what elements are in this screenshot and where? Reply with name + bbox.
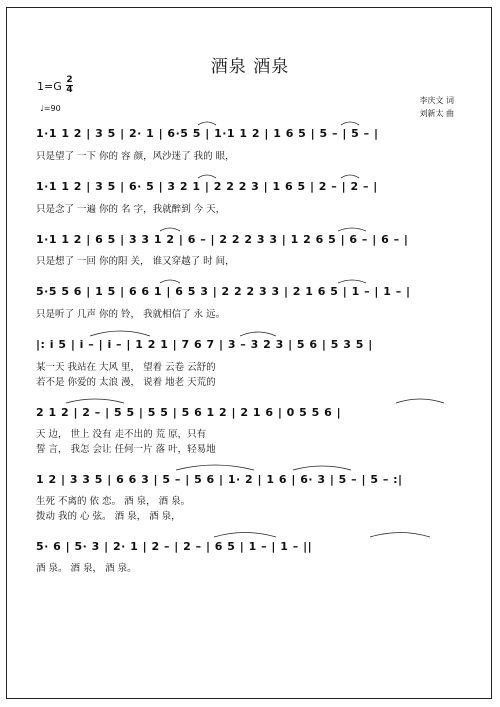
lyrics-row-verse2: 拨动 我的 心 弦。 酒 泉， 酒 泉， [36, 511, 181, 522]
notation-row: 1·1 1 2 | 3 5 | 2· 1 | 6·5 5 | 1·1 1 2 | 1 6 5 | 5 – | 5 – | [36, 127, 379, 140]
meter-top: 2 [66, 75, 73, 85]
key-signature: 1=G [37, 80, 62, 93]
meter-bottom: 4 [66, 85, 73, 95]
lyrics-row-verse2: 誓 言， 我怎 会让 任何一片 落 叶，轻易地 [36, 444, 216, 455]
lyrics-row: 某一天 我站在 大风 里， 望着 云卷 云舒的 [36, 362, 216, 373]
notation-row: 1·1 1 2 | 3 5 | 6· 5 | 3 2 1 | 2 2 2 3 | 1 6 5 | 2 – | 2 – | [36, 180, 378, 193]
notation-row: 5· 6 | 5· 3 | 2· 1 | 2 – | 2 – | 6 5 | 1 – | 1 – || [36, 540, 313, 553]
notation-row: 1 2 | 3 3 5 | 6 6 3 | 5 – | 5 6 | 1· 2 | 1 6 | 6· 3 | 5 – | 5 – :| [36, 473, 403, 486]
lyrics-row: 酒 泉。 酒 泉， 酒 泉。 [36, 563, 137, 574]
lyrics-row: 生死 不离的 依 恋。 酒 泉， 酒 泉。 [36, 496, 191, 507]
notation-row: 5·5 5 6 | 1 5 | 6 6 1 | 6 5 3 | 2 2 2 3 3 | 2 1 6 5 | 1 – | 1 – | [36, 285, 411, 298]
composer-credit: 刘新太 曲 [419, 109, 454, 118]
lyricist-credit: 李庆文 词 [419, 96, 454, 105]
lyrics-row: 只是想了 一回 你的阳 关， 谁又穿越了 时 间， [36, 256, 235, 267]
notation-row: 2 1 2 | 2 – | 5 5 | 5 5 | 5 6 1 2 | 2 1 6 | 0 5 5 6 | [36, 406, 342, 419]
tempo-marking: ♩=90 [40, 104, 61, 113]
song-title: 酒泉 酒泉 [210, 57, 290, 77]
notation-row: |: i 5 | i – | i – | 1 2 1 | 7 6 7 | 3 – 3 2 3 | 5 6 | 5 3 5 | [36, 338, 373, 351]
lyrics-row: 天 边， 世上 没有 走不出的 荒 原，只有 [36, 429, 207, 440]
lyrics-row: 只是望了 一下 你的 容 颜，风沙迷了 我的 眼， [36, 151, 235, 162]
lyrics-row-verse2: 若不是 你爱的 太浪 漫， 说着 地老 天荒的 [36, 377, 216, 388]
lyrics-row: 只是念了 一遍 你的 名 字，我就醉到 今 天， [36, 204, 226, 215]
lyrics-row: 只是听了 几声 你的 铃， 我就相信了 永 远。 [36, 309, 226, 320]
notation-row: 1·1 1 2 | 6 5 | 3 3 1 2 | 6 – | 2 2 2 3 3 | 1 2 6 5 | 6 – | 6 – | [36, 233, 409, 246]
